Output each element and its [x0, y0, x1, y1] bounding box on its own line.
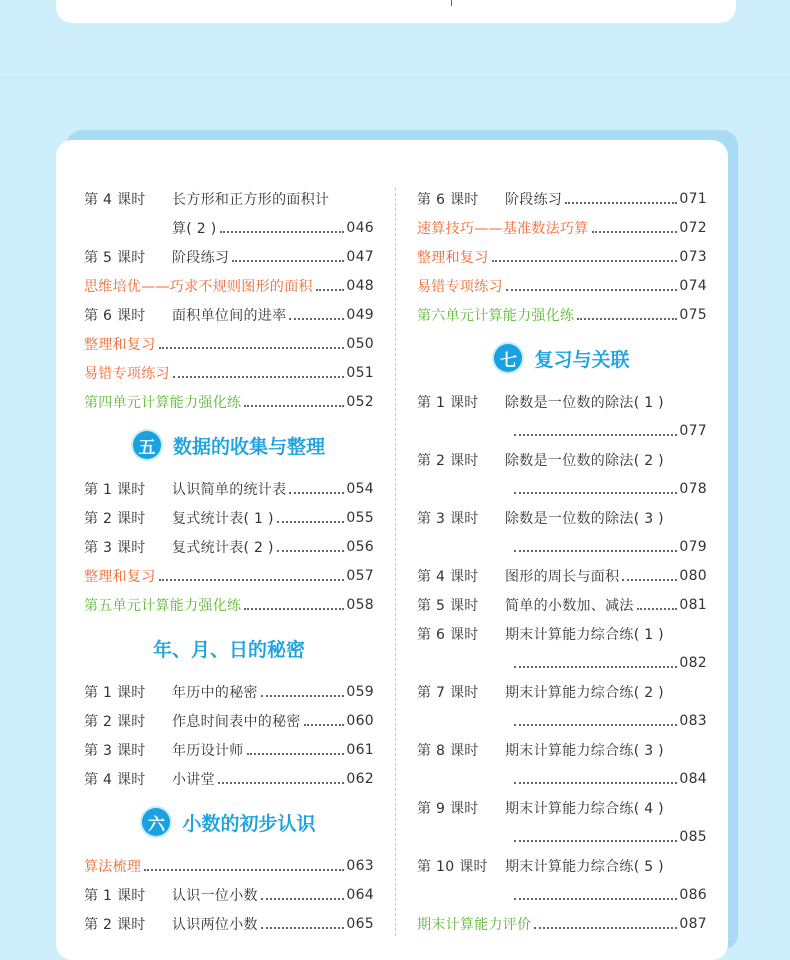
- lesson-title: 除数是一位数的除法( 2 ): [505, 452, 664, 469]
- lesson-number: 第 2 课时: [84, 713, 146, 730]
- page-number: 055: [346, 509, 374, 526]
- page-number: 047: [346, 248, 374, 265]
- previous-page-card: [56, 0, 736, 23]
- page-number: 072: [679, 219, 707, 236]
- lesson-number: 第 1 课时: [417, 394, 479, 411]
- toc-row: [417, 851, 707, 880]
- lesson-title: 图形的周长与面积: [505, 568, 620, 585]
- toc-row: [417, 474, 707, 503]
- toc-row: [417, 648, 707, 677]
- page-number: 081: [679, 596, 707, 613]
- toc-row: [84, 532, 374, 561]
- toc-row: [417, 503, 707, 532]
- lesson-title: 整理和复习: [417, 249, 489, 266]
- left-group-1: [84, 184, 374, 416]
- toc-row: [84, 909, 374, 938]
- page-number: 077: [679, 422, 707, 439]
- lesson-title: 第六单元计算能力强化练: [417, 307, 575, 324]
- leader-dots: [289, 492, 344, 494]
- left-column: [84, 184, 374, 938]
- toc-row: [84, 184, 374, 213]
- lesson-title: 期末计算能力综合练( 3 ): [505, 742, 664, 759]
- toc-row: [84, 300, 374, 329]
- leader-dots: [159, 579, 345, 581]
- toc-row: [417, 300, 707, 329]
- page-number: 056: [346, 538, 374, 555]
- leader-dots: [514, 782, 677, 784]
- lesson-number: 第 9 课时: [417, 800, 479, 817]
- lesson-title: 算法梳理: [84, 858, 142, 875]
- page-number: 061: [346, 741, 374, 758]
- toc-row: [84, 329, 374, 358]
- lesson-number: 第 6 课时: [84, 307, 146, 324]
- lesson-number: 第 6 课时: [417, 626, 479, 643]
- leader-dots: [514, 492, 677, 494]
- unit-5-title: 数据的收集与整理: [172, 435, 325, 458]
- lesson-number: 第 3 课时: [84, 539, 146, 556]
- toc-row: [417, 735, 707, 764]
- lesson-title: 期末计算能力综合练( 4 ): [505, 800, 664, 817]
- lesson-title: 易错专项练习: [417, 278, 503, 295]
- leader-dots: [492, 260, 678, 262]
- lesson-number: 第 6 课时: [417, 191, 479, 208]
- toc-row: [84, 561, 374, 590]
- leader-dots: [592, 231, 678, 233]
- lesson-number: 第 2 课时: [417, 452, 479, 469]
- lesson-title: 除数是一位数的除法( 3 ): [505, 510, 664, 527]
- leader-dots: [247, 753, 345, 755]
- page-number: 054: [346, 480, 374, 497]
- toc-row: [417, 387, 707, 416]
- leader-dots: [622, 579, 677, 581]
- lesson-title: 认识一位小数: [172, 887, 258, 904]
- calendar-heading: [84, 619, 374, 677]
- toc-row: [417, 532, 707, 561]
- right-group-1: [417, 184, 707, 329]
- page-number: 079: [679, 538, 707, 555]
- toc-row: [417, 706, 707, 735]
- leader-dots: [244, 608, 344, 610]
- unit-5-badge: 五: [133, 431, 161, 459]
- page-number: 051: [346, 364, 374, 381]
- right-group-2: [417, 387, 707, 938]
- right-column: [417, 184, 707, 938]
- page-number: 065: [346, 915, 374, 932]
- leader-dots: [261, 927, 345, 929]
- leader-dots: [261, 898, 345, 900]
- toc-row: [417, 590, 707, 619]
- toc-row: [417, 445, 707, 474]
- leader-dots: [289, 318, 344, 320]
- leader-dots: [637, 608, 678, 610]
- lesson-title: 除数是一位数的除法( 1 ): [505, 394, 664, 411]
- leader-dots: [232, 260, 344, 262]
- page-number: 080: [679, 567, 707, 584]
- section-separator: [0, 77, 790, 78]
- toc-row: [84, 677, 374, 706]
- leader-dots: [514, 724, 677, 726]
- page-number: 048: [346, 277, 374, 294]
- unit-6-title: 小数的初步认识: [182, 812, 316, 835]
- leader-dots: [220, 231, 345, 233]
- unit-7-badge: 七: [494, 344, 522, 372]
- lesson-title: 第四单元计算能力强化练: [84, 394, 242, 411]
- leader-dots: [277, 550, 345, 552]
- leader-dots: [514, 434, 677, 436]
- leader-dots: [534, 927, 677, 929]
- page-number: 050: [346, 335, 374, 352]
- leader-dots: [514, 550, 677, 552]
- unit-7-title: 复习与关联: [534, 348, 630, 371]
- leader-dots: [144, 869, 344, 871]
- page-number: 049: [346, 306, 374, 323]
- page-number: 060: [346, 712, 374, 729]
- lesson-title: 面积单位间的进率: [172, 307, 287, 324]
- lesson-number: 第 4 课时: [417, 568, 479, 585]
- toc-row: [84, 242, 374, 271]
- toc-row: [417, 677, 707, 706]
- divider-mark: [451, 0, 452, 6]
- leader-dots: [304, 724, 345, 726]
- toc-row: [84, 706, 374, 735]
- page-number: 074: [679, 277, 707, 294]
- page-number: 071: [679, 190, 707, 207]
- toc-row: [417, 271, 707, 300]
- leader-dots: [261, 695, 345, 697]
- leader-dots: [244, 405, 344, 407]
- lesson-number: 第 3 课时: [84, 742, 146, 759]
- lesson-title: 思维培优——巧求不规则图形的面积: [84, 278, 313, 295]
- lesson-number: 第 5 课时: [84, 249, 146, 266]
- page-number: 082: [679, 654, 707, 671]
- page-number: 062: [346, 770, 374, 787]
- lesson-number: 第 2 课时: [84, 510, 146, 527]
- toc-row: [417, 909, 707, 938]
- unit-6-badge: 六: [142, 808, 170, 836]
- leader-dots: [514, 898, 677, 900]
- left-group-2: [84, 474, 374, 619]
- lesson-title: 速算技巧——基准数法巧算: [417, 220, 589, 237]
- toc-row: [417, 213, 707, 242]
- page-number: 064: [346, 886, 374, 903]
- unit-5-heading: [84, 416, 374, 474]
- lesson-number: 第 2 课时: [84, 916, 146, 933]
- lesson-number: 第 1 课时: [84, 887, 146, 904]
- page-number: 085: [679, 828, 707, 845]
- toc-row: [84, 358, 374, 387]
- page-number: 073: [679, 248, 707, 265]
- toc-row: [84, 880, 374, 909]
- toc-row: [417, 619, 707, 648]
- toc-row: [84, 764, 374, 793]
- page-number: 087: [679, 915, 707, 932]
- lesson-title: 期末计算能力综合练( 5 ): [505, 858, 664, 875]
- page-number: 086: [679, 886, 707, 903]
- lesson-number: 第 4 课时: [84, 191, 146, 208]
- left-group-4: [84, 851, 374, 938]
- toc-row: [417, 764, 707, 793]
- toc-row: [84, 213, 374, 242]
- leader-dots: [218, 782, 344, 784]
- lesson-title: 长方形和正方形的面积计: [172, 191, 330, 208]
- lesson-title: 认识简单的统计表: [172, 481, 287, 498]
- lesson-number: 第 1 课时: [84, 481, 146, 498]
- lesson-number: 第 4 课时: [84, 771, 146, 788]
- lesson-title: 小讲堂: [172, 771, 215, 788]
- column-divider: [395, 188, 396, 936]
- page-number: 075: [679, 306, 707, 323]
- leader-dots: [173, 376, 345, 378]
- page-number: 063: [346, 857, 374, 874]
- lesson-title: 期末计算能力评价: [417, 916, 532, 933]
- leader-dots: [565, 202, 677, 204]
- lesson-title: 复式统计表( 1 ): [172, 510, 274, 527]
- page-number: 057: [346, 567, 374, 584]
- lesson-title: 阶段练习: [505, 191, 563, 208]
- toc-row: [84, 590, 374, 619]
- lesson-title: 认识两位小数: [172, 916, 258, 933]
- page-number: 058: [346, 596, 374, 613]
- lesson-title: 简单的小数加、减法: [505, 597, 634, 614]
- unit-7-heading: [417, 329, 707, 387]
- leader-dots: [277, 521, 345, 523]
- lesson-title: 第五单元计算能力强化练: [84, 597, 242, 614]
- lesson-title: 期末计算能力综合练( 2 ): [505, 684, 664, 701]
- leader-dots: [577, 318, 677, 320]
- page-number: 046: [346, 219, 374, 236]
- toc-row: [417, 793, 707, 822]
- lesson-title: 阶段练习: [172, 249, 230, 266]
- toc-row: [84, 474, 374, 503]
- lesson-number: 第 10 课时: [417, 858, 488, 875]
- toc-row: [417, 561, 707, 590]
- toc-row: [417, 416, 707, 445]
- toc-row: [417, 822, 707, 851]
- calendar-title: 年、月、日的秘密: [152, 638, 305, 661]
- lesson-title: 年历中的秘密: [172, 684, 258, 701]
- toc-row: [417, 184, 707, 213]
- lesson-number: 第 5 课时: [417, 597, 479, 614]
- lesson-number: 第 7 课时: [417, 684, 479, 701]
- lesson-title: 复式统计表( 2 ): [172, 539, 274, 556]
- lesson-title: 年历设计师: [172, 742, 244, 759]
- page-number: 083: [679, 712, 707, 729]
- lesson-title: 期末计算能力综合练( 1 ): [505, 626, 664, 643]
- unit-6-heading: [84, 793, 374, 851]
- toc-row: [84, 735, 374, 764]
- lesson-number: 第 3 课时: [417, 510, 479, 527]
- leader-dots: [514, 666, 677, 668]
- toc-row: [84, 271, 374, 300]
- toc-row: [417, 242, 707, 271]
- lesson-title: 整理和复习: [84, 336, 156, 353]
- lesson-title: 易错专项练习: [84, 365, 170, 382]
- lesson-number: 第 8 课时: [417, 742, 479, 759]
- page-number: 078: [679, 480, 707, 497]
- page-number: 084: [679, 770, 707, 787]
- lesson-title: 整理和复习: [84, 568, 156, 585]
- toc-row: [84, 387, 374, 416]
- leader-dots: [316, 289, 345, 291]
- page-number: 059: [346, 683, 374, 700]
- lesson-title: 作息时间表中的秘密: [172, 713, 301, 730]
- leader-dots: [514, 840, 677, 842]
- lesson-number: 第 1 课时: [84, 684, 146, 701]
- leader-dots: [506, 289, 678, 291]
- toc-row: [84, 851, 374, 880]
- leader-dots: [159, 347, 345, 349]
- toc-row: [417, 880, 707, 909]
- toc-row: [84, 503, 374, 532]
- page-number: 052: [346, 393, 374, 410]
- lesson-title: 算( 2 ): [172, 220, 217, 237]
- left-group-3: [84, 677, 374, 793]
